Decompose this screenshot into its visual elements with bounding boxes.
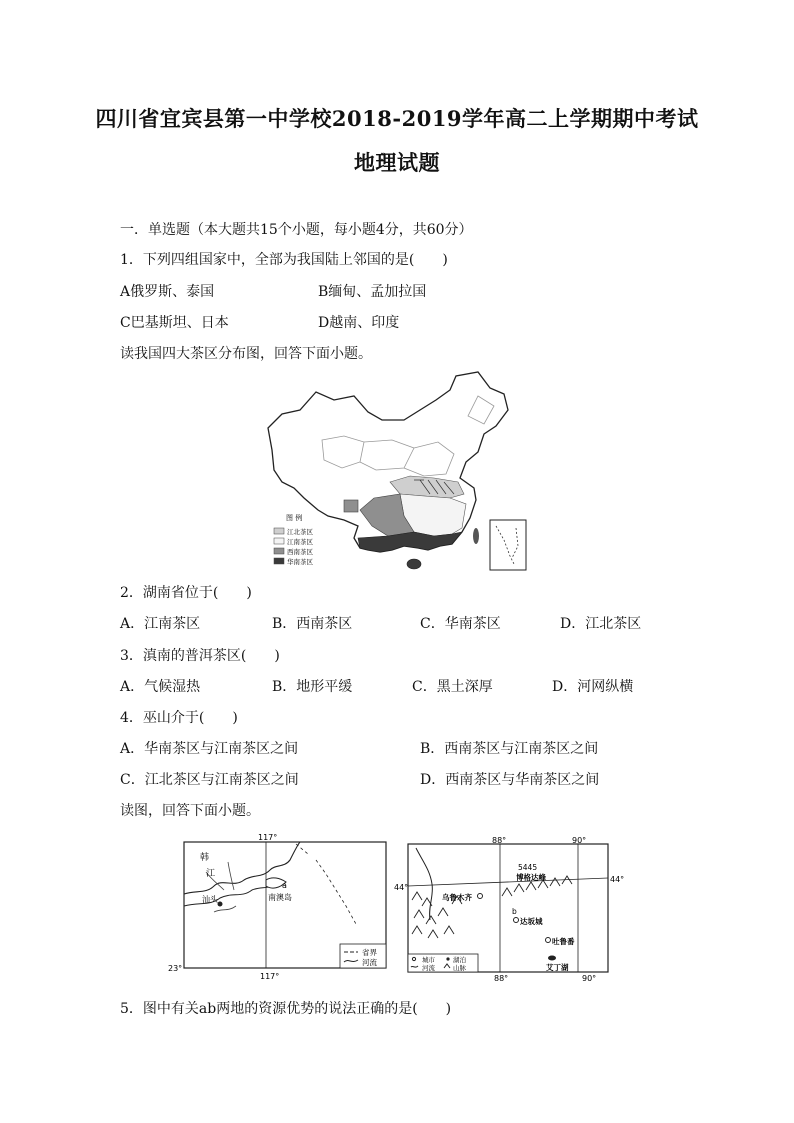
intro-tea-map: 读我国四大茶区分布图，回答下面小题。 <box>120 346 372 362</box>
q3-option-a: A．气候湿热 <box>120 679 201 695</box>
legend-label-huanan: 华南茶区 <box>287 558 313 566</box>
lon-top-label: 117° <box>258 833 278 842</box>
south-sea-inset <box>490 520 526 570</box>
q2-option-c: C．华南茶区 <box>420 616 501 632</box>
legend-label-xinan: 西南茶区 <box>287 548 313 556</box>
peak-name-label: 博格达峰 <box>516 873 546 882</box>
section-heading: 一．单选题（本大题共15个小题，每小题4分，共60分） <box>120 222 473 238</box>
tea-region-map <box>264 370 530 575</box>
legend-mountain: 山脉 <box>453 964 466 972</box>
q1-option-a: A俄罗斯、泰国 <box>120 284 215 300</box>
legend-province-border: 省界 <box>362 948 377 957</box>
q4-option-a: A．华南茶区与江南茶区之间 <box>120 741 299 757</box>
point-b-label: b <box>512 907 517 916</box>
legend-river: 河流 <box>362 958 377 967</box>
q4-option-c: C．江北茶区与江南茶区之间 <box>120 772 299 788</box>
page-subtitle: 地理试题 <box>354 150 440 175</box>
lon1-top-label: 88° <box>492 836 507 845</box>
lake-aiding-label: 艾丁湖 <box>546 963 569 972</box>
question-3-stem: 3．滇南的普洱茶区( ) <box>120 648 280 664</box>
q1-option-d: D越南、印度 <box>318 315 400 331</box>
page-title: 四川省宜宾县第一中学校2018-2019学年高二上学期期中考试 <box>95 106 699 131</box>
city-turpan-label: 吐鲁番 <box>552 937 575 946</box>
lat-label: 23° <box>168 964 183 973</box>
intro-maps: 读图，回答下面小题。 <box>120 803 260 819</box>
q2-option-b: B．西南茶区 <box>272 616 353 632</box>
city-shantou-label: 汕头 <box>202 895 218 904</box>
question-5-stem: 5．图中有关ab两地的资源优势的说法正确的是( ) <box>120 1001 452 1017</box>
city-urumqi-label: 乌鲁木齐 <box>442 893 472 902</box>
question-4-stem: 4．巫山介于( ) <box>120 710 238 726</box>
legend-swatch-xinan <box>274 548 284 554</box>
lat-right-label: 44° <box>610 875 625 884</box>
q2-option-a: A．江南茶区 <box>120 616 201 632</box>
legend-label-jiangnan: 江南茶区 <box>287 538 313 546</box>
river-jiang-label: 江 <box>206 869 216 879</box>
q4-option-d: D．西南茶区与华南茶区之间 <box>420 772 600 788</box>
q1-option-c: C巴基斯坦、日本 <box>120 315 229 331</box>
question-2-stem: 2．湖南省位于( ) <box>120 585 252 601</box>
city-dabancheng-label: 达坂城 <box>520 917 543 926</box>
legend-swatch-jiangnan <box>274 538 284 544</box>
q3-option-c: C．黑土深厚 <box>412 679 493 695</box>
shantou-map <box>166 832 390 984</box>
q3-option-b: B．地形平缓 <box>272 679 353 695</box>
legend-label-jiangbei: 江北茶区 <box>287 528 313 536</box>
map2-legend <box>340 944 386 968</box>
map3-legend <box>408 954 478 972</box>
q3-option-d: D．河网纵横 <box>552 679 634 695</box>
legend-lake: 湖泊 <box>453 956 466 964</box>
q1-option-b: B缅甸、孟加拉国 <box>318 284 427 300</box>
legend-swatch-jiangbei <box>274 528 284 534</box>
lon-bottom-label: 117° <box>260 972 280 981</box>
legend-river: 河流 <box>422 964 435 972</box>
map-legend-title: 图 例 <box>286 514 303 522</box>
q2-option-d: D．江北茶区 <box>560 616 642 632</box>
river-han-label: 韩 <box>200 853 210 863</box>
legend-city: 城市 <box>422 956 435 964</box>
island-label: 南澳岛 <box>268 893 292 902</box>
q4-option-b: B．西南茶区与江南茶区之间 <box>420 741 599 757</box>
question-1-stem: 1．下列四组国家中，全部为我国陆上邻国的是( ) <box>120 252 448 268</box>
lon2-bottom-label: 90° <box>582 974 597 983</box>
lon2-top-label: 90° <box>572 836 587 845</box>
peak-height-label: 5445 <box>518 863 538 872</box>
legend-swatch-huanan <box>274 558 284 564</box>
lon1-bottom-label: 88° <box>494 974 509 983</box>
turpan-map <box>392 834 628 984</box>
lat-left-label: 44° <box>394 883 409 892</box>
point-a-label: a <box>282 881 287 890</box>
